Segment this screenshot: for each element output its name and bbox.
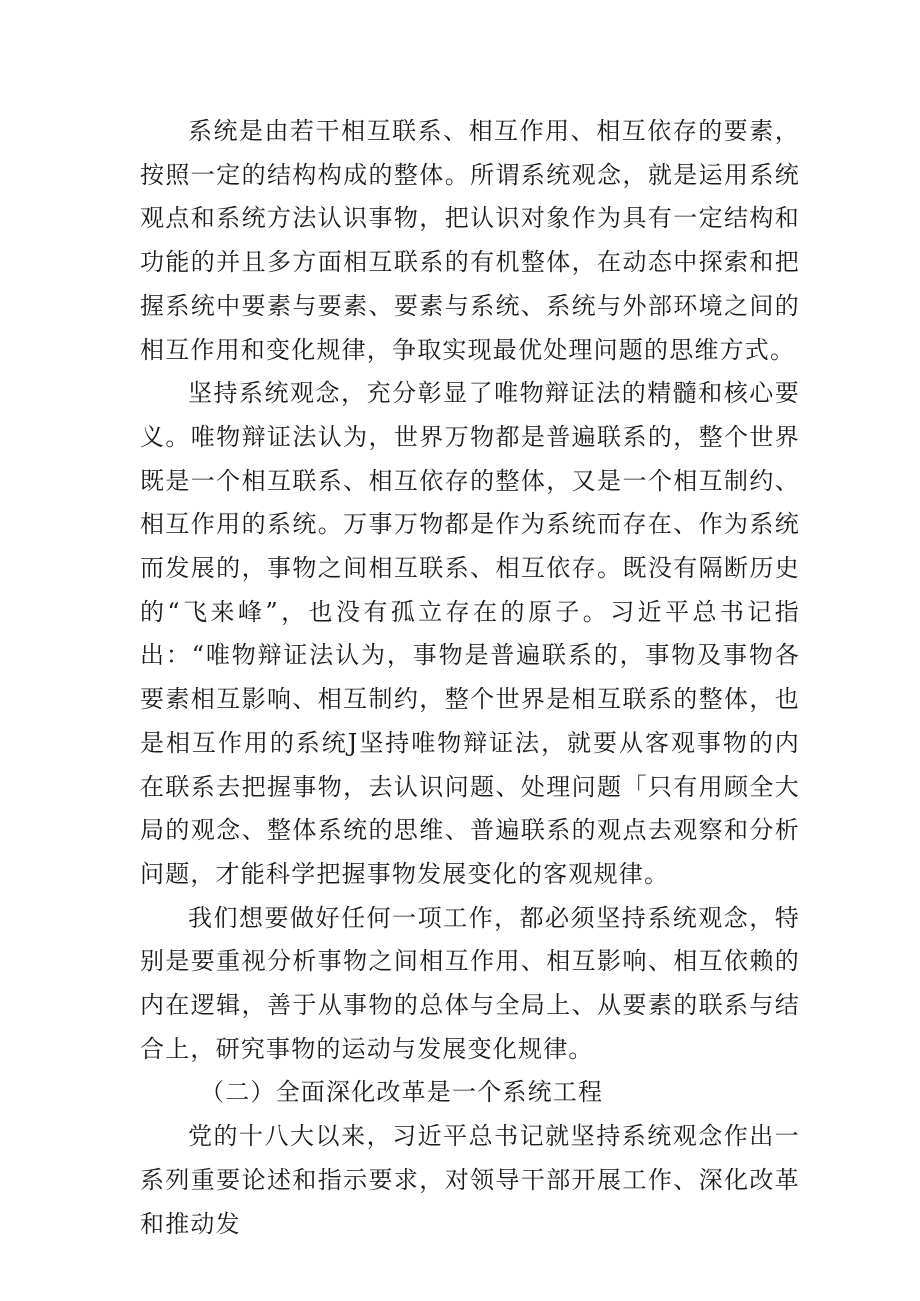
section-heading: （二）全面深化改革是一个系统工程 (200, 1078, 604, 1107)
paragraph-system-definition: 系统是由若干相互联系、相互作用、相互依存的要素，按照一定的结构构成的整体。所谓系统观念，就是运用系统观点和系统方法认识事物，把认识对象作为具有一定结构和功能的并且多方面相互联系的有机整体，在动态中探索和把握系统中要素与要素、要素与系统、系统与外部环境之间的相互作用和变化规律，争取实现最优处理问题的思维方式。 (140, 117, 800, 364)
paragraph-dialectics: 坚持系统观念，充分彰显了唯物辩证法的精髓和核心要义。唯物辩证法认为，世界万物都是普遍联系的，整个世界既是一个相互联系、相互依存的整体，又是一个相互制约、相互作用的系统。万事万物都是作为系统而存在、作为系统而发展的，事物之间相互联系、相互依存。既没有隔断历史的“飞来峰”，也没有孤立存在的原子。习近平总书记指出：“唯物辩证法认为，事物是普遍联系的，事物及事物各要素相互影响、相互制约，整个世界是相互联系的整体，也是相互作用的系统J坚持唯物辩证法，就要从客观事物的内在联系去把握事物，去认识问题、处理问题「只有用顾全大局的观念、整体系统的思维、普遍联系的观点去观察和分析问题，才能科学把握事物发展变化的客观规律。 (140, 379, 800, 888)
body-text (140, 110, 800, 1246)
paragraph-closing: 党的十八大以来，习近平总书记就坚持系统观念作出一系列重要论述和指示要求，对领导干部开展工作、深化改革和推动发 (140, 1122, 800, 1238)
paragraph-work-method: 我们想要做好任何一项工作，都必须坚持系统观念，特别是要重视分析事物之间相互作用、相互影响、相互依赖的内在逻辑，善于从事物的总体与全局上、从要素的联系与结合上，研究事物的运动与发展变化规律。 (140, 903, 800, 1063)
